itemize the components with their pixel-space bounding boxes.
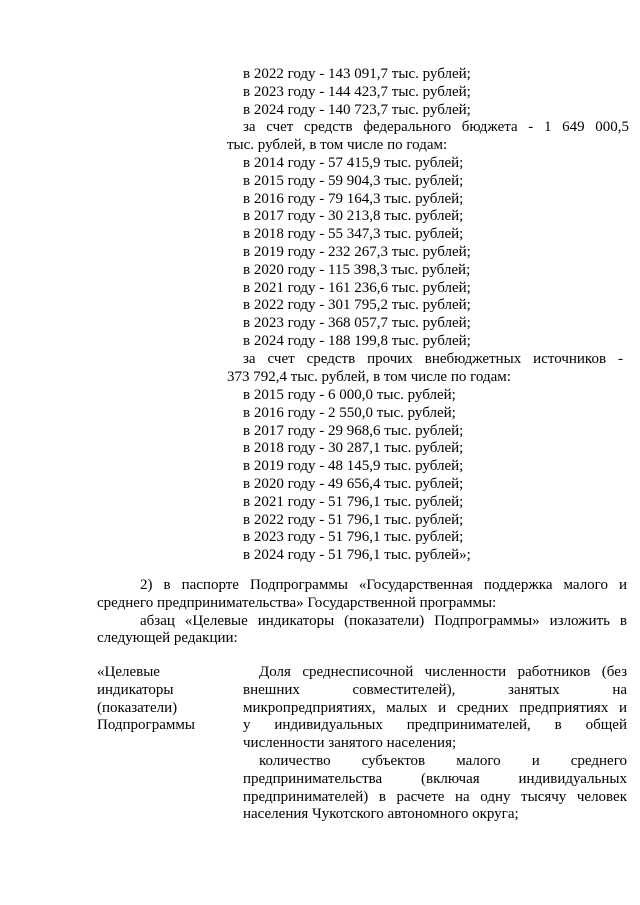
federal-budget-tail bbox=[227, 137, 627, 155]
budget-top-lines bbox=[243, 66, 623, 119]
year-line: в 2019 году - 48 145,9 тыс. рублей; bbox=[243, 458, 464, 475]
year-line: в 2022 году - 51 796,1 тыс. рублей; bbox=[243, 511, 464, 528]
year-line: в 2021 году - 161 236,6 тыс. рублей; bbox=[243, 279, 471, 296]
year-line: в 2014 году - 57 415,9 тыс. рублей; bbox=[243, 155, 464, 171]
year-line: в 2022 году - 143 091,7 тыс. рублей; bbox=[243, 66, 471, 82]
year-line: в 2015 году - 59 904,3 тыс. рублей; bbox=[243, 172, 464, 189]
indicator-label-line: «Целевые bbox=[97, 664, 160, 680]
year-line: в 2020 году - 49 656,4 тыс. рублей; bbox=[243, 475, 464, 492]
federal-lead-line: за счет средств федерального бюджета - 1 649 000,5 bbox=[243, 119, 629, 135]
indicator-text-line: количество субъектов малого и среднего bbox=[259, 752, 627, 769]
indicator-text-line: населения Чукотского автономного округа; bbox=[243, 806, 519, 823]
indicator-text-line: Доля среднесписочной численности работников (без bbox=[259, 664, 627, 680]
year-line: в 2024 году - 140 723,7 тыс. рублей; bbox=[243, 101, 471, 118]
indicator-label-line: (показатели) bbox=[97, 699, 178, 716]
indicator-value-column bbox=[243, 664, 627, 824]
year-line: в 2016 году - 79 164,3 тыс. рублей; bbox=[243, 190, 464, 207]
year-line: в 2024 году - 51 796,1 тыс. рублей»; bbox=[243, 547, 471, 564]
year-line: в 2015 году - 6 000,0 тыс. рублей; bbox=[243, 387, 456, 403]
year-line: в 2021 году - 51 796,1 тыс. рублей; bbox=[243, 493, 464, 510]
indicator-label-line: индикаторы bbox=[97, 681, 174, 698]
offbudget-tail-line: 373 792,4 тыс. рублей, в том числе по годам: bbox=[227, 369, 511, 385]
federal-budget-lead bbox=[243, 119, 629, 137]
indicator-text-line: у индивидуальных предпринимателей, в общей bbox=[243, 717, 627, 734]
year-line: в 2022 году - 301 795,2 тыс. рублей; bbox=[243, 297, 471, 314]
year-line: в 2017 году - 30 213,8 тыс. рублей; bbox=[243, 208, 464, 225]
federal-years bbox=[243, 155, 623, 351]
year-line: в 2020 году - 115 398,3 тыс. рублей; bbox=[243, 261, 471, 278]
item-2-line: абзац «Целевые индикаторы (показатели) Подпрограммы» изложить в bbox=[140, 612, 627, 629]
indicator-label-line: Подпрограммы bbox=[97, 717, 195, 734]
offbudget-lead bbox=[243, 351, 623, 369]
item-2-line: 2) в паспорте Подпрограммы «Государственная поддержка малого и bbox=[140, 577, 627, 593]
indicator-text-line: микропредприятиях, малых и средних предприятиях и bbox=[243, 699, 627, 716]
indicator-label-column bbox=[97, 664, 237, 735]
item-2-line: среднего предпринимательства» Государственной программы: bbox=[97, 594, 497, 611]
item-2-paragraph bbox=[97, 577, 627, 648]
indicator-text-line: предпринимателей) в расчете на одну тысячу человек bbox=[243, 788, 627, 805]
indicator-text-line: численности занятого населения; bbox=[243, 735, 457, 752]
year-line: в 2016 году - 2 550,0 тыс. рублей; bbox=[243, 404, 456, 421]
year-line: в 2017 году - 29 968,6 тыс. рублей; bbox=[243, 422, 464, 439]
indicator-text-line: предпринимательства (включая индивидуальных bbox=[243, 770, 627, 787]
year-line: в 2018 году - 30 287,1 тыс. рублей; bbox=[243, 440, 464, 457]
year-line: в 2023 году - 51 796,1 тыс. рублей; bbox=[243, 529, 464, 546]
year-line: в 2019 году - 232 267,3 тыс. рублей; bbox=[243, 243, 471, 260]
item-2-line: следующей редакции: bbox=[97, 630, 238, 647]
year-line: в 2023 году - 368 057,7 тыс. рублей; bbox=[243, 315, 471, 332]
indicator-text-line: внешних совместителей), занятых на bbox=[243, 681, 627, 698]
offbudget-tail bbox=[227, 369, 627, 387]
year-line: в 2024 году - 188 199,8 тыс. рублей; bbox=[243, 332, 471, 349]
year-line: в 2018 году - 55 347,3 тыс. рублей; bbox=[243, 226, 464, 243]
offbudget-lead-line: за счет средств прочих внебюджетных источников - bbox=[243, 351, 623, 367]
federal-tail-line: тыс. рублей, в том числе по годам: bbox=[227, 137, 448, 153]
offbudget-years bbox=[243, 387, 623, 565]
year-line: в 2023 году - 144 423,7 тыс. рублей; bbox=[243, 83, 471, 100]
